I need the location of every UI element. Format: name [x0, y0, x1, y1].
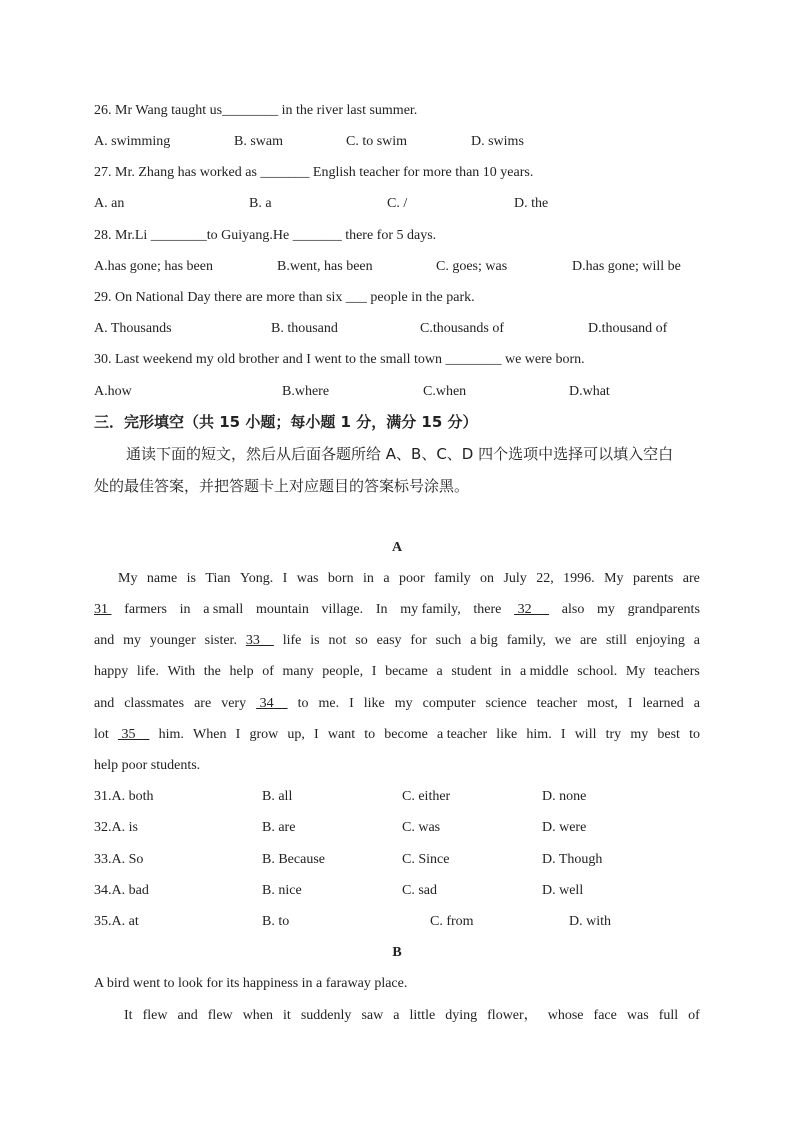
option-34-c[interactable]: C. sad — [402, 883, 437, 898]
passage-word: best — [657, 727, 680, 742]
passage-word: full — [658, 1008, 679, 1023]
passage-word: Tian — [205, 571, 231, 586]
passage-word: easy — [376, 633, 402, 648]
question-30: 30. Last weekend my old brother and I went to the small town ________ we were born. — [94, 352, 585, 367]
cloze-blank[interactable]: 34 — [256, 696, 288, 711]
cloze-blank[interactable]: 32 — [514, 602, 550, 617]
question-29: 29. On National Day there are more than six ___ people in the park. — [94, 290, 475, 305]
passage-a-title: A — [391, 540, 403, 555]
section-instruction-line-2: 处的最佳答案，并把答题卡上对应题目的答案标号涂黑。 — [94, 477, 470, 495]
option-33-c[interactable]: C. Since — [402, 852, 450, 867]
option-29-c[interactable]: C.thousands of — [420, 321, 504, 336]
option-33-a[interactable]: 33.A. So — [94, 852, 144, 867]
cloze-blank[interactable]: 35 — [117, 727, 150, 742]
passage-word: there — [473, 602, 502, 617]
option-28-c[interactable]: C. goes; was — [436, 259, 508, 274]
option-31-d[interactable]: D. none — [542, 789, 587, 804]
passage-word: 1996. — [563, 571, 595, 586]
passage-word: face — [593, 1008, 617, 1023]
passage-word: My — [118, 571, 138, 586]
passage-a-line-3 — [94, 632, 700, 650]
passage-word: student — [451, 664, 492, 679]
passage-word: I — [371, 664, 377, 679]
option-26-c[interactable]: C. to swim — [346, 134, 408, 149]
passage-word: whose — [547, 1008, 584, 1023]
option-30-a[interactable]: A.how — [94, 384, 132, 399]
passage-word: a — [693, 633, 700, 648]
passage-word: In — [375, 602, 388, 617]
passage-word: a — [693, 696, 700, 711]
question-28: 28. Mr.Li ________to Guiyang.He _______ there for 5 days. — [94, 228, 437, 243]
passage-word: flew — [142, 1008, 168, 1023]
option-29-d[interactable]: D.thousand of — [588, 321, 668, 336]
passage-word: him. — [158, 727, 184, 742]
passage-word: life. — [136, 664, 160, 679]
passage-word: I — [314, 727, 319, 742]
option-32-a[interactable]: 32.A. is — [94, 820, 138, 835]
passage-word: people, — [322, 664, 364, 679]
option-28-d[interactable]: D.has gone; will be — [572, 259, 681, 274]
passage-word: happy — [94, 664, 129, 679]
passage-word: to — [364, 727, 376, 742]
option-27-d[interactable]: D. the — [514, 196, 549, 211]
option-28-a[interactable]: A.has gone; has been — [94, 259, 213, 274]
option-32-d[interactable]: D. were — [542, 820, 587, 835]
passage-word: grandparents — [627, 602, 700, 617]
option-26-d[interactable]: D. swims — [471, 134, 524, 149]
option-31-b[interactable]: B. all — [262, 789, 293, 804]
option-28-b[interactable]: B.went, has been — [277, 259, 373, 274]
passage-a-line-7: help poor students. — [94, 758, 201, 773]
passage-word: poor — [398, 571, 425, 586]
passage-word: I — [349, 696, 354, 711]
cloze-blank[interactable]: 33 — [245, 633, 274, 648]
passage-word: computer — [422, 696, 476, 711]
passage-word: we — [554, 633, 572, 648]
passage-word: suddenly — [300, 1008, 352, 1023]
passage-word: became — [385, 664, 428, 679]
passage-word: so — [355, 633, 368, 648]
question-27: 27. Mr. Zhang has worked as _______ English teacher for more than 10 years. — [94, 165, 534, 180]
passage-word: born — [327, 571, 354, 586]
passage-word: July — [503, 571, 527, 586]
passage-word: like — [363, 696, 385, 711]
passage-word: With — [167, 664, 196, 679]
passage-word: and — [94, 696, 115, 711]
passage-word: a middle — [519, 664, 569, 679]
passage-word: are — [579, 633, 598, 648]
passage-word: my — [630, 727, 649, 742]
passage-b-line-2 — [124, 1007, 700, 1025]
passage-word: will — [574, 727, 597, 742]
passage-word: I — [235, 727, 241, 742]
passage-word: I — [282, 571, 288, 586]
passage-a-line-6 — [94, 726, 700, 744]
section-heading: 三．完形填空（共 15 小题；每小题 1 分，满分 15 分） — [94, 413, 478, 431]
passage-word: my — [597, 602, 615, 617]
option-31-c[interactable]: C. either — [402, 789, 451, 804]
option-35-c[interactable]: C. from — [430, 914, 474, 929]
cloze-blank[interactable]: 31 — [94, 602, 112, 617]
passage-a-line-5 — [94, 695, 700, 713]
option-30-b[interactable]: B.where — [282, 384, 330, 399]
passage-word: learned — [642, 696, 684, 711]
passage-word: 22, — [536, 571, 554, 586]
option-27-a[interactable]: A. an — [94, 196, 125, 211]
option-26-a[interactable]: A. swimming — [94, 134, 171, 149]
passage-a-line-2 — [94, 601, 700, 619]
passage-word: life — [282, 633, 302, 648]
passage-word: sister. — [204, 633, 237, 648]
passage-word: a big — [470, 633, 498, 648]
passage-word: are — [682, 571, 700, 586]
passage-word: a — [436, 664, 443, 679]
passage-word: in — [363, 571, 374, 586]
passage-word: science — [485, 696, 527, 711]
passage-word: him. — [526, 727, 552, 742]
passage-word: to — [297, 696, 309, 711]
option-31-a[interactable]: 31.A. both — [94, 789, 154, 804]
passage-word: me. — [318, 696, 340, 711]
passage-word: I — [560, 727, 566, 742]
passage-b-line-1: A bird went to look for its happiness in a faraway place. — [94, 976, 408, 991]
passage-word: the — [203, 664, 221, 679]
passage-word: school. — [577, 664, 618, 679]
passage-word: enjoying — [635, 633, 685, 648]
passage-word: to — [689, 727, 700, 742]
passage-word: a — [383, 571, 390, 586]
passage-word: dying — [445, 1008, 478, 1023]
passage-word: is — [310, 633, 320, 648]
passage-word: parents — [632, 571, 674, 586]
option-33-b[interactable]: B. Because — [262, 852, 325, 867]
passage-word: my — [394, 696, 413, 711]
option-30-d[interactable]: D.what — [569, 384, 610, 399]
passage-a-line-1 — [118, 570, 700, 588]
option-34-a[interactable]: 34.A. bad — [94, 883, 149, 898]
option-32-c[interactable]: C. was — [402, 820, 441, 835]
passage-word: become — [384, 727, 428, 742]
passage-a-line-4 — [94, 663, 700, 681]
passage-word: family — [434, 571, 471, 586]
passage-word: are — [194, 696, 212, 711]
passage-word: name — [146, 571, 178, 586]
passage-word: my family, — [400, 602, 461, 617]
passage-word: was — [626, 1008, 649, 1023]
passage-word: help — [229, 664, 254, 679]
passage-word: it — [283, 1008, 291, 1023]
option-30-c[interactable]: C.when — [423, 384, 467, 399]
passage-word: classmates — [124, 696, 185, 711]
passage-word: grow — [249, 727, 279, 742]
passage-word: still — [605, 633, 627, 648]
passage-word: and — [94, 633, 115, 648]
passage-word: little — [409, 1008, 436, 1023]
passage-word: my — [123, 633, 141, 648]
passage-word: also — [561, 602, 585, 617]
passage-word: flower， — [487, 1008, 538, 1023]
option-27-b[interactable]: B. a — [249, 196, 272, 211]
passage-word: a teacher — [436, 727, 488, 742]
passage-word: up, — [287, 727, 305, 742]
option-29-b[interactable]: B. thousand — [271, 321, 338, 336]
passage-word: not — [328, 633, 347, 648]
passage-word: village. — [321, 602, 364, 617]
passage-word: My — [625, 664, 646, 679]
passage-word: want — [327, 727, 356, 742]
option-32-b[interactable]: B. are — [262, 820, 296, 835]
option-26-b[interactable]: B. swam — [234, 134, 283, 149]
passage-word: of — [688, 1008, 700, 1023]
option-29-a[interactable]: A. Thousands — [94, 321, 172, 336]
passage-word: most, — [587, 696, 618, 711]
passage-word: like — [496, 727, 518, 742]
passage-word: of — [262, 664, 274, 679]
option-35-b[interactable]: B. to — [262, 914, 290, 929]
passage-word: for — [410, 633, 427, 648]
passage-word: family, — [506, 633, 546, 648]
option-33-d[interactable]: D. Though — [542, 852, 603, 867]
passage-word: My — [604, 571, 624, 586]
passage-word: It — [124, 1008, 133, 1023]
passage-b-title: B — [392, 945, 402, 960]
option-34-d[interactable]: D. well — [542, 883, 584, 898]
option-35-a[interactable]: 35.A. at — [94, 914, 139, 929]
section-instruction-line-1: 通读下面的短文，然后从后面各题所给 A、B、C、D 四个选项中选择可以填入空白 — [126, 445, 674, 463]
passage-word: younger — [149, 633, 196, 648]
passage-word: in — [500, 664, 512, 679]
passage-word: Yong. — [239, 571, 274, 586]
passage-word: I — [627, 696, 633, 711]
question-26: 26. Mr Wang taught us________ in the river last summer. — [94, 103, 418, 118]
passage-word: saw — [361, 1008, 384, 1023]
passage-word: When — [193, 727, 227, 742]
option-34-b[interactable]: B. nice — [262, 883, 302, 898]
passage-word: lot — [94, 727, 109, 742]
passage-word: was — [296, 571, 319, 586]
passage-word: and — [177, 1008, 198, 1023]
passage-word: a small — [203, 602, 244, 617]
option-27-c[interactable]: C. / — [387, 196, 408, 211]
passage-word: in — [179, 602, 191, 617]
passage-word: on — [480, 571, 495, 586]
passage-word: farmers — [124, 602, 167, 617]
passage-word: try — [605, 727, 622, 742]
passage-word: a — [393, 1008, 400, 1023]
passage-word: teacher — [536, 696, 578, 711]
passage-word: flew — [207, 1008, 233, 1023]
passage-word: very — [221, 696, 247, 711]
passage-word: when — [242, 1008, 274, 1023]
option-35-d[interactable]: D. with — [569, 914, 611, 929]
passage-word: teachers — [654, 664, 700, 679]
passage-word: is — [186, 571, 196, 586]
passage-word: such — [435, 633, 462, 648]
passage-word: many — [282, 664, 314, 679]
passage-word: mountain — [255, 602, 309, 617]
